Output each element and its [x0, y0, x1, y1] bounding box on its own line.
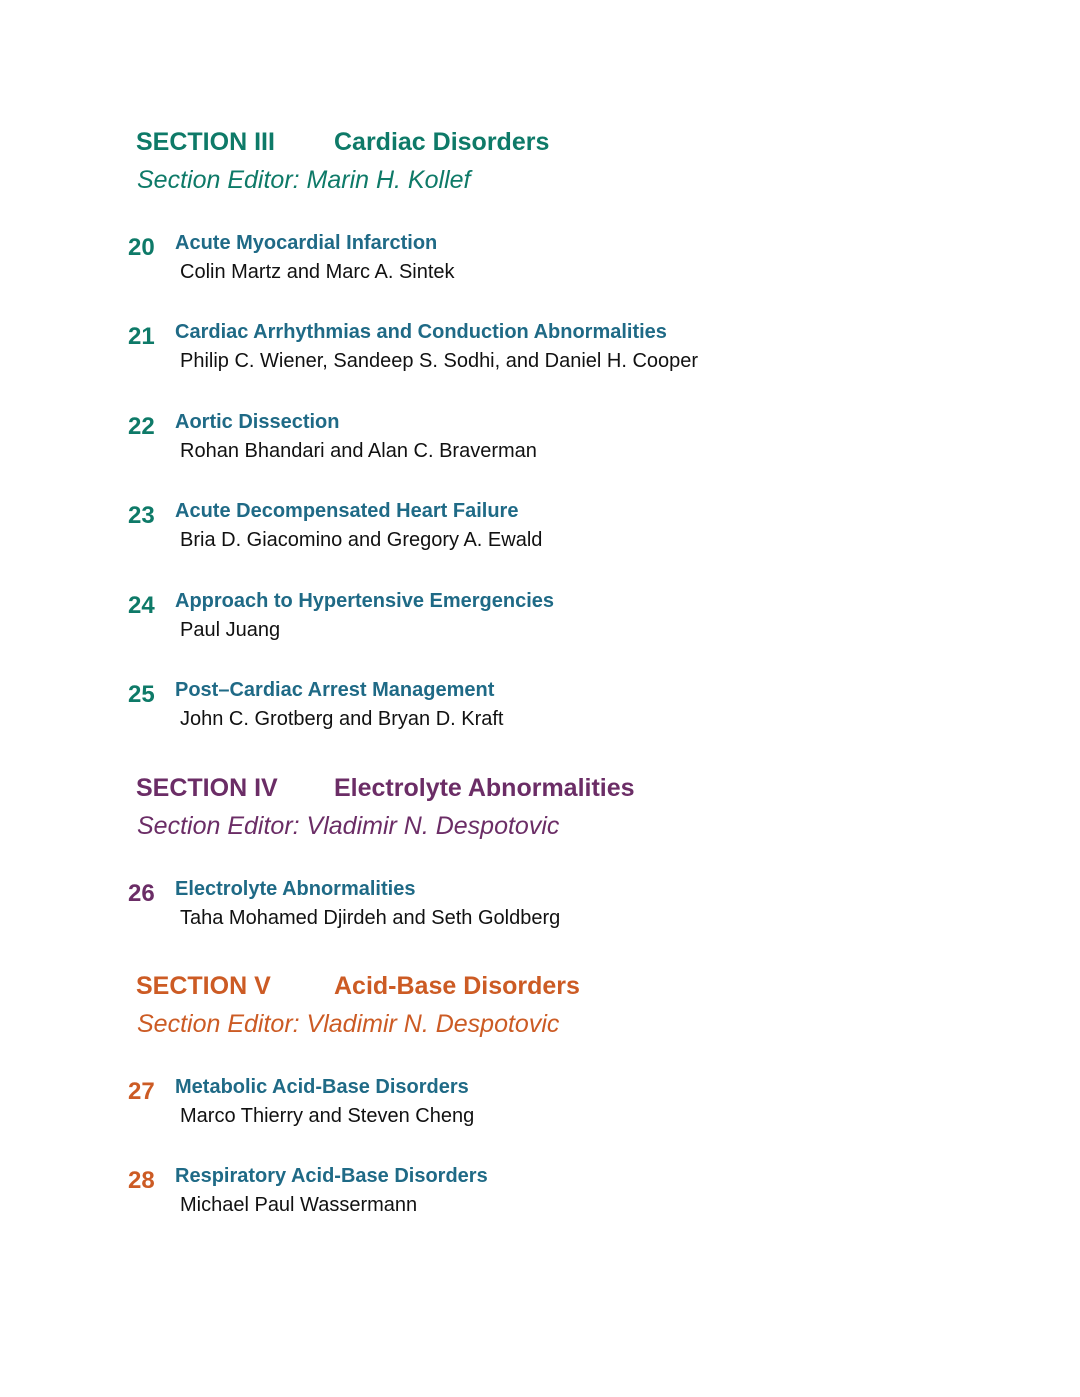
- section-label: SECTION IV: [136, 774, 278, 802]
- chapter-title[interactable]: Respiratory Acid-Base Disorders: [175, 1165, 488, 1187]
- chapter-authors: Marco Thierry and Steven Cheng: [180, 1105, 475, 1127]
- chapter-title[interactable]: Approach to Hypertensive Emergencies: [175, 590, 555, 612]
- section-title: Acid-Base Disorders: [334, 972, 580, 1000]
- chapter-entry-23[interactable]: [0, 498, 1080, 558]
- section-title: Electrolyte Abnormalities: [334, 774, 635, 802]
- chapter-authors: Michael Paul Wassermann: [180, 1194, 418, 1216]
- section-editor: Section Editor: Vladimir N. Despotovic: [137, 812, 560, 840]
- chapter-title[interactable]: Acute Myocardial Infarction: [175, 232, 438, 254]
- section-editor: Section Editor: Vladimir N. Despotovic: [137, 1010, 560, 1038]
- chapter-entry-24[interactable]: [0, 588, 1080, 648]
- chapter-number: 28: [128, 1167, 155, 1194]
- chapter-title[interactable]: Electrolyte Abnormalities: [175, 878, 416, 900]
- chapter-number: 21: [128, 323, 155, 350]
- chapter-title[interactable]: Aortic Dissection: [175, 411, 340, 433]
- section-title: Cardiac Disorders: [334, 128, 550, 156]
- chapter-title[interactable]: Metabolic Acid-Base Disorders: [175, 1076, 469, 1098]
- chapter-number: 27: [128, 1078, 155, 1105]
- chapter-authors: Taha Mohamed Djirdeh and Seth Goldberg: [180, 907, 561, 929]
- chapter-authors: Colin Martz and Marc A. Sintek: [180, 261, 455, 283]
- chapter-number: 23: [128, 502, 155, 529]
- chapter-authors: Rohan Bhandari and Alan C. Braverman: [180, 440, 537, 462]
- chapter-number: 20: [128, 234, 155, 261]
- chapter-entry-20[interactable]: [0, 230, 1080, 290]
- chapter-entry-28[interactable]: [0, 1163, 1080, 1223]
- chapter-authors: Philip C. Wiener, Sandeep S. Sodhi, and Daniel H. Cooper: [180, 350, 699, 372]
- section-editor: Section Editor: Marin H. Kollef: [137, 166, 471, 194]
- chapter-authors: Bria D. Giacomino and Gregory A. Ewald: [180, 529, 543, 551]
- section-label: SECTION V: [136, 972, 271, 1000]
- chapter-title[interactable]: Cardiac Arrhythmias and Conduction Abnormalities: [175, 321, 667, 343]
- section-label: SECTION III: [136, 128, 275, 156]
- chapter-title[interactable]: Post–Cardiac Arrest Management: [175, 679, 495, 701]
- chapter-entry-27[interactable]: [0, 1074, 1080, 1134]
- chapter-title[interactable]: Acute Decompensated Heart Failure: [175, 500, 519, 522]
- chapter-authors: Paul Juang: [180, 619, 281, 641]
- chapter-entry-21[interactable]: [0, 319, 1080, 379]
- chapter-number: 26: [128, 880, 155, 907]
- chapter-entry-22[interactable]: [0, 409, 1080, 469]
- chapter-authors: John C. Grotberg and Bryan D. Kraft: [180, 708, 504, 730]
- chapter-entry-25[interactable]: [0, 677, 1080, 737]
- chapter-number: 25: [128, 681, 155, 708]
- chapter-entry-26[interactable]: [0, 876, 1080, 936]
- chapter-number: 24: [128, 592, 155, 619]
- chapter-number: 22: [128, 413, 155, 440]
